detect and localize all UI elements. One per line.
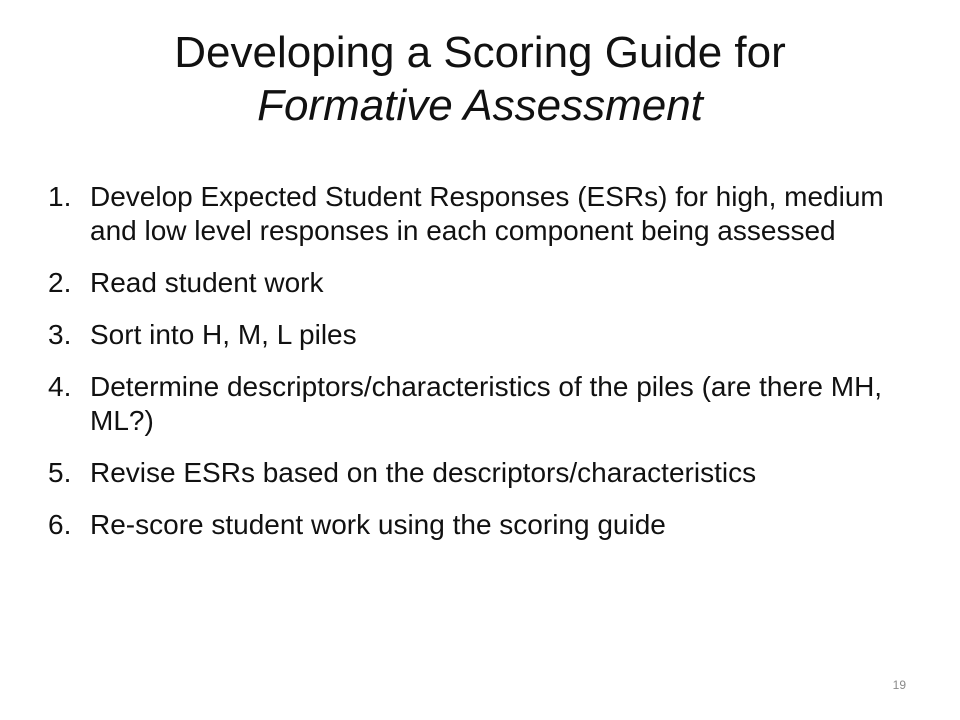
- item-text: Develop Expected Student Responses (ESRs) for high, medium and low level responses in each component being assessed: [90, 181, 884, 246]
- item-number: 3.: [48, 319, 72, 350]
- list-item: [48, 180, 918, 248]
- item-number: 6.: [48, 509, 72, 540]
- item-text: Sort into H, M, L piles: [90, 319, 357, 350]
- page-number: 19: [892, 678, 906, 692]
- list-item: [48, 370, 918, 438]
- item-text: Revise ESRs based on the descriptors/characteristics: [90, 457, 757, 488]
- title-line-2: Formative Assessment: [257, 81, 703, 130]
- list-item: [48, 456, 918, 490]
- title-line-1: Developing a Scoring Guide for: [174, 28, 786, 77]
- item-number: 5.: [48, 457, 72, 488]
- steps-list: [48, 180, 918, 560]
- item-number: 4.: [48, 371, 72, 402]
- item-number: 2.: [48, 267, 72, 298]
- slide-title: [40, 26, 920, 132]
- item-text: Determine descriptors/characteristics of the piles (are there MH, ML?): [90, 371, 883, 436]
- item-text: Re-score student work using the scoring guide: [90, 509, 666, 540]
- list-item: [48, 318, 918, 352]
- item-number: 1.: [48, 181, 72, 212]
- list-item: [48, 508, 918, 542]
- list-item: [48, 266, 918, 300]
- item-text: Read student work: [90, 267, 324, 298]
